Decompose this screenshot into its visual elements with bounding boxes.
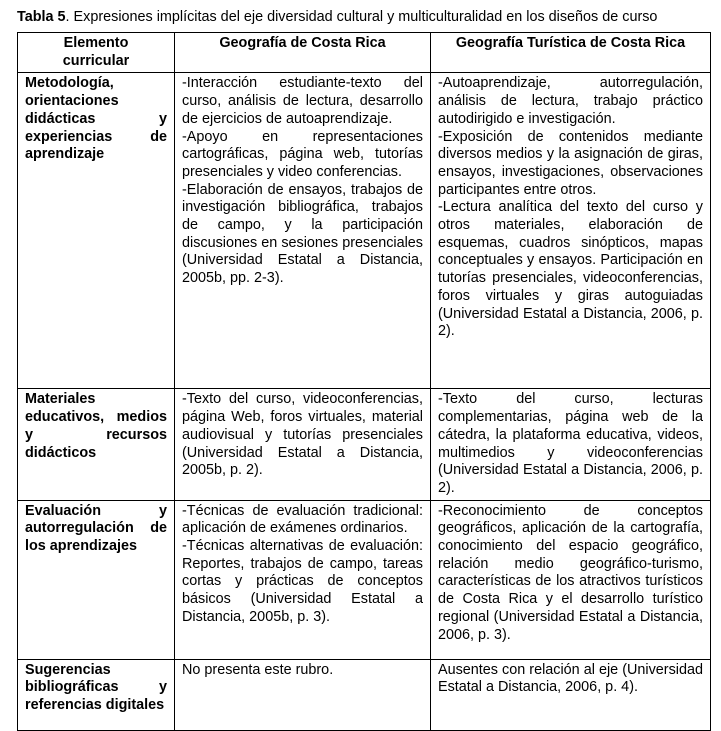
cell-paragraph: -Elaboración de ensayos, trabajos de investigación bibliográfica, trabajos de campo, y la participación discusiones en sesiones presenciales (Universidad Estatal a Distancia, 2005b, pp. 2-3). <box>182 181 423 287</box>
cell-paragraph: -Texto del curso, lecturas complementarias, página web de la cátedra, la plataforma educativa, videos, multimedios y videoconferencias (Universidad Estatal a Distancia, 2006, p. 2). <box>438 391 703 496</box>
cell-paragraph: -Apoyo en representaciones cartográficas, página web, tutorías presenciales y video conferencias. <box>182 128 423 180</box>
cell-paragraph: -Texto del curso, videoconferencias, página Web, foros virtuales, material audiovisual y tutorías presenciales (Universidad Estatal a Distancia, 2005b, p. 2). <box>182 391 423 479</box>
table-caption <box>17 8 657 26</box>
cell-paragraph: Ausentes con relación al eje (Universidad Estatal a Distancia, 2006, p. 4). <box>438 661 703 696</box>
caption-text: . Expresiones implícitas del eje diversidad cultural y multiculturalidad en los diseños de curso <box>65 9 658 25</box>
header-row <box>18 33 711 73</box>
cell-course-1 <box>175 500 431 659</box>
table-row <box>18 500 711 659</box>
cell-paragraph: No presenta este rubro. <box>182 661 334 678</box>
cell-course-1 <box>175 659 431 730</box>
cell-course-2 <box>431 500 711 659</box>
cell-paragraph: -Autoaprendizaje, autorregulación, análisis de lectura, trabajo práctico autodirigido e investigación. <box>438 75 703 127</box>
cell-course-2 <box>431 389 711 500</box>
expressions-table <box>17 32 711 731</box>
cell-paragraph: -Interacción estudiante-texto del curso, análisis de lectura, desarrollo de ejercicios de autoaprendizaje. <box>182 75 423 127</box>
cell-course-1 <box>175 389 431 500</box>
caption-label: Tabla 5 <box>17 9 66 25</box>
cell-course-1 <box>175 73 431 389</box>
cell-paragraph: -Reconocimiento de conceptos geográficos, aplicación de la cartografía, conocimiento del espacio geográfico, relación medio geográfico-turismo, características de los atractivos turísticos de Costa Rica y el desarrollo turístico regional (Universidad Estatal a Distancia, 2006, p. 3). <box>438 502 703 643</box>
row-element: Evaluación y autorregulación de los aprendizajes <box>18 500 175 659</box>
header-course-1: Geografía de Costa Rica <box>175 33 431 73</box>
row-element: Materiales educativos, medios y recursos didácticos <box>18 389 175 500</box>
table-row <box>18 389 711 500</box>
table-row <box>18 73 711 389</box>
header-course-2: Geografía Turística de Costa Rica <box>431 33 711 73</box>
cell-course-2 <box>431 73 711 389</box>
cell-paragraph: -Técnicas de evaluación tradicional: aplicación de exámenes ordinarios. <box>182 502 423 537</box>
row-element: Metodología, orientaciones didácticas y experiencias de aprendizaje <box>18 73 175 389</box>
table-row <box>18 659 711 730</box>
cell-course-2 <box>431 659 711 730</box>
cell-paragraph: -Lectura analítica del texto del curso y otros materiales, elaboración de esquemas, cuadros sinópticos, mapas conceptuales y ensayos. Participación en tutorías presenciales, videoconferencias, foros virtuales y giras autoguiadas (Universidad Estatal a Distancia, 2006, p. 2). <box>438 199 703 340</box>
cell-paragraph: -Técnicas alternativas de evaluación: Reportes, trabajos de campo, tareas cortas y prácticas de conceptos básicos (Universidad Estatal a Distancia, 2005b, p. 3). <box>182 538 423 625</box>
row-element: Sugerencias bibliográficas y referencias digitales <box>18 659 175 730</box>
header-element: Elemento curricular <box>18 33 175 73</box>
cell-paragraph: -Exposición de contenidos mediante diversos medios y la asignación de giras, ensayos, investigaciones, observaciones participantes entre otros. <box>438 128 703 198</box>
